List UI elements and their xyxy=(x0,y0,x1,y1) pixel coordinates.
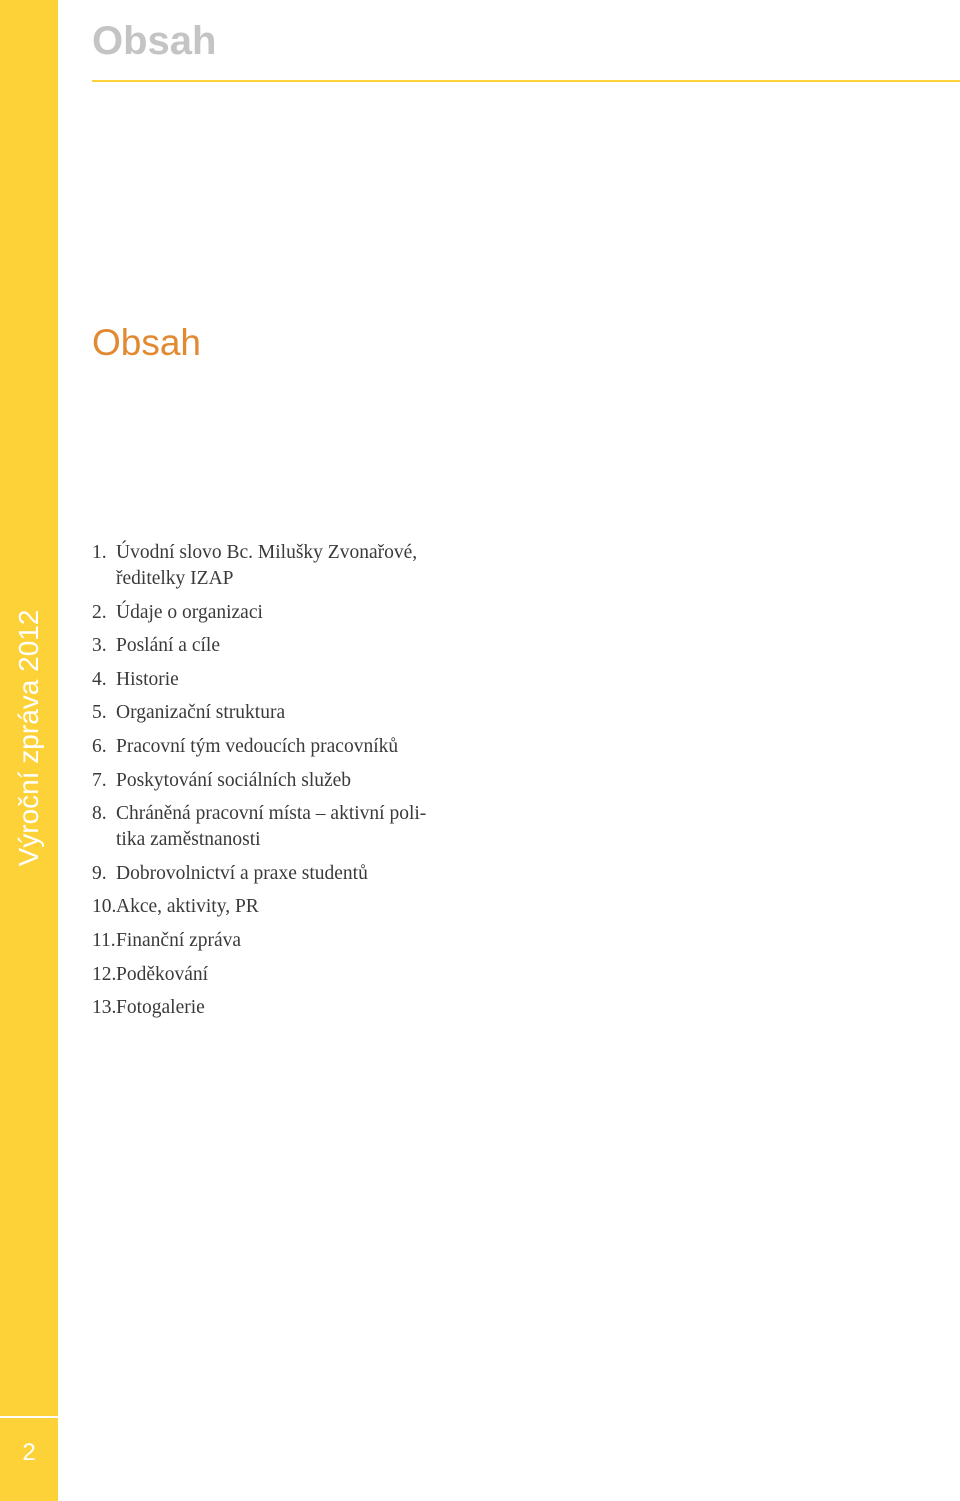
toc-item xyxy=(92,768,492,794)
toc-item-label: Úvodní slovo Bc. Milušky Zvonařové, xyxy=(116,542,418,563)
sidebar-divider xyxy=(0,1416,58,1418)
section-title: Obsah xyxy=(92,322,202,363)
toc-item-label: Akce, aktivity, PR xyxy=(116,896,259,918)
toc-item xyxy=(92,633,492,659)
toc-item xyxy=(92,995,492,1021)
toc-item xyxy=(92,928,492,954)
toc-item-label: Organizační struktura xyxy=(116,702,286,724)
toc-item xyxy=(92,861,492,887)
toc-item-label: Historie xyxy=(116,668,179,690)
toc-item-number: 9. xyxy=(92,862,107,884)
page-header-title: Obsah xyxy=(92,19,217,63)
toc-item-label: Poskytování sociálních služeb xyxy=(116,769,352,791)
toc-item-number: 4. xyxy=(92,668,107,690)
toc-item-number: 6. xyxy=(92,735,107,757)
page-number: 2 xyxy=(22,1439,36,1466)
toc-item xyxy=(92,540,492,592)
toc-item xyxy=(92,894,492,920)
toc-item xyxy=(92,734,492,760)
toc-item-number: 10. xyxy=(92,896,117,918)
toc-item xyxy=(92,801,492,853)
sidebar-report-title: Výroční zpráva 2012 xyxy=(13,609,44,867)
toc-item-number: 8. xyxy=(92,803,107,825)
toc-item-label: Dobrovolnictví a praxe studentů xyxy=(116,862,368,884)
toc-item-label: Poslání a cíle xyxy=(116,635,220,657)
table-of-contents xyxy=(92,540,492,1029)
toc-item-number: 12. xyxy=(92,963,117,985)
toc-item xyxy=(92,962,492,988)
toc-item-number: 3. xyxy=(92,635,107,657)
toc-item-label-continued: ředitelky IZAP xyxy=(116,568,234,589)
toc-item-label: Údaje o organizaci xyxy=(116,601,263,623)
toc-item xyxy=(92,700,492,726)
toc-item-number: 13. xyxy=(92,997,117,1019)
toc-item-number: 2. xyxy=(92,601,107,623)
toc-item-number: 5. xyxy=(92,702,107,724)
toc-item-label-continued: tika zaměstnanosti xyxy=(116,829,261,851)
header-rule xyxy=(92,80,960,82)
toc-item-label: Chráněná pracovní místa – aktivní poli- xyxy=(116,803,427,825)
toc-item-label: Poděkování xyxy=(116,963,209,985)
toc-item-number: 7. xyxy=(92,769,107,791)
toc-item-number: 1. xyxy=(92,542,107,563)
toc-item-label: Pracovní tým vedoucích pracovníků xyxy=(116,735,399,757)
toc-item xyxy=(92,667,492,693)
toc-item-number: 11. xyxy=(92,929,116,951)
toc-item xyxy=(92,600,492,626)
toc-item-label: Finanční zpráva xyxy=(116,929,242,951)
toc-item-label: Fotogalerie xyxy=(116,997,205,1019)
